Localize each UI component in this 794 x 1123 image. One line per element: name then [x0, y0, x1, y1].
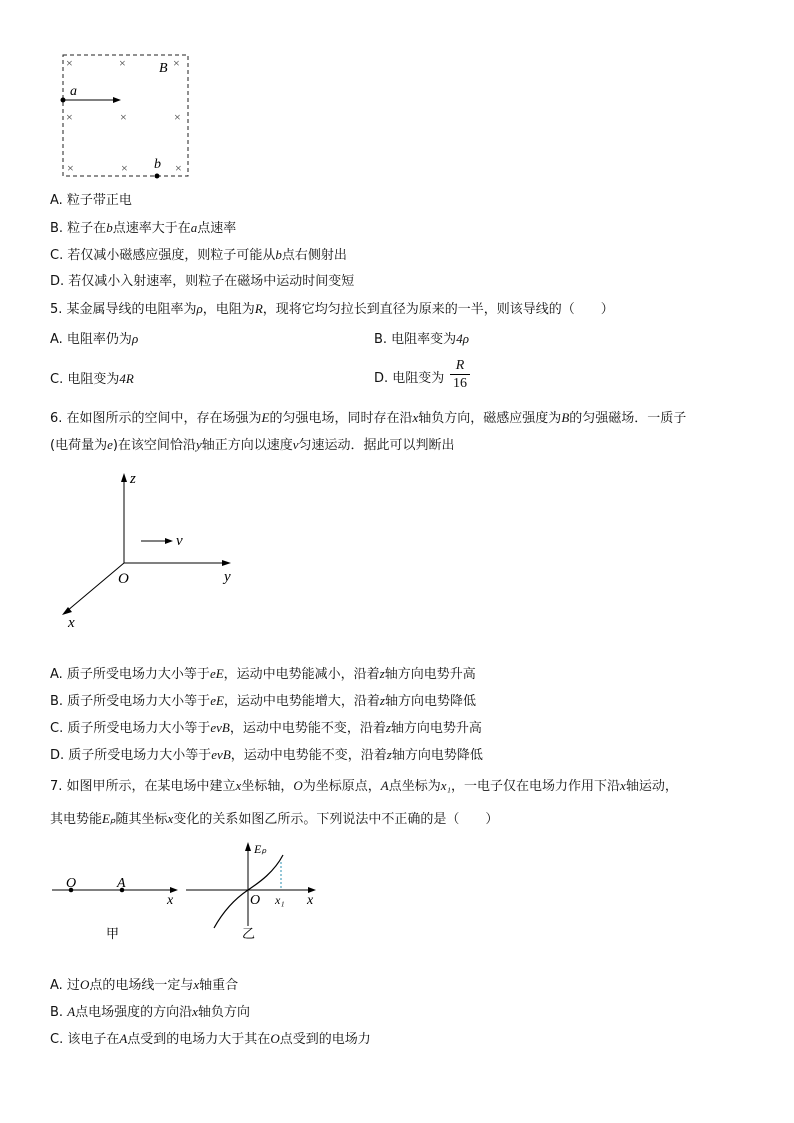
cross-mark: ×	[174, 110, 181, 124]
yi-x1-label: x₁	[275, 893, 285, 907]
z-label: z	[130, 471, 136, 487]
velocity-arrowhead	[113, 97, 121, 103]
q5-option-b: B. 电阻率变为4ρ	[374, 331, 469, 347]
cross-mark: ×	[66, 56, 73, 70]
fraction-denominator: 16	[453, 376, 467, 391]
q6-option-a: A. 质子所受电场力大小等于eE，运动中电势能减小，沿着z轴方向电势升高	[50, 666, 476, 682]
q4-option-c: C. 若仅减小磁感应强度，则粒子可能从b点右侧射出	[50, 247, 347, 263]
q7-option-a: A. 过O点的电场线一定与x轴重合	[50, 977, 239, 993]
v-arrowhead	[165, 538, 173, 544]
jia-A-label: A	[117, 876, 126, 891]
figure-jia	[50, 860, 185, 945]
label-a: a	[70, 84, 77, 99]
fraction-numerator: R	[455, 358, 465, 373]
y-label: y	[224, 569, 231, 585]
q5-option-c: C. 电阻变为4R	[50, 371, 134, 387]
cross-mark: ×	[66, 110, 73, 124]
point-b	[155, 174, 160, 179]
q4-option-d: D. 若仅减小入射速率，则粒子在磁场中运动时间变短	[50, 274, 355, 289]
q5-fraction	[450, 358, 470, 393]
v-label: v	[176, 533, 183, 549]
q6-stem-line2: (电荷量为e)在该空间恰沿y轴正方向以速度v匀速运动．据此可以判断出	[50, 437, 455, 453]
yi-Ep-label: Eₚ	[254, 842, 267, 856]
cross-mark: ×	[119, 56, 126, 70]
q6-option-b: B. 质子所受电场力大小等于eE，运动中电势能增大，沿着z轴方向电势降低	[50, 693, 476, 709]
jia-caption: 甲	[106, 926, 120, 941]
q4-option-b: B. 粒子在b点速率大于在a点速率	[50, 220, 237, 236]
q7-option-b: B. A点电场强度的方向沿x轴负方向	[50, 1004, 250, 1020]
jia-x-label: x	[167, 893, 174, 908]
q7-option-c: C. 该电子在A点受到的电场力大于其在O点受到的电场力	[50, 1031, 371, 1047]
yi-caption: 乙	[242, 926, 256, 941]
q6-option-d: D. 质子所受电场力大小等于evB，运动中电势能不变，沿着z轴方向电势降低	[50, 747, 483, 763]
yi-O-label: O	[250, 893, 261, 908]
yi-x-label: x	[307, 893, 314, 908]
figure-yi	[184, 840, 324, 945]
jia-O-label: O	[66, 876, 77, 891]
cross-mark: ×	[175, 161, 182, 175]
q6-stem-line1: 6. 在如图所示的空间中，存在场强为E的匀强电场，同时存在沿x轴负方向，磁感应强度为B的匀强磁场．一质子	[50, 410, 687, 426]
yi-y-arrowhead	[245, 842, 251, 851]
q7-stem-line1: 7. 如图甲所示，在某电场中建立x坐标轴，O为坐标原点，A点坐标为x₁，一电子仅在电场力作用下沿x轴运动，	[50, 778, 678, 794]
q7-stem-line2: 其电势能Eₚ随其坐标x变化的关系如图乙所示。下列说法中不正确的是（ ）	[50, 811, 499, 827]
label-B: B	[159, 61, 168, 76]
origin-label: O	[118, 571, 129, 587]
q6-option-c: C. 质子所受电场力大小等于evB，运动中电势能不变，沿着z轴方向电势升高	[50, 720, 482, 736]
q5-stem: 5. 某金属导线的电阻率为ρ，电阻为R，现将它均匀拉长到直径为原来的一半，则该导线的（ ）	[50, 301, 614, 317]
q4-option-a: A. 粒子带正电	[50, 193, 132, 208]
magnetic-field-figure	[50, 48, 200, 183]
cross-mark: ×	[67, 161, 74, 175]
cross-mark: ×	[120, 110, 127, 124]
x-axis	[67, 563, 124, 611]
cross-mark: ×	[121, 161, 128, 175]
label-b: b	[154, 157, 161, 172]
coordinate-axes-figure	[50, 465, 250, 635]
q5-option-a: A. 电阻率仍为ρ	[50, 331, 139, 347]
y-arrowhead	[222, 560, 231, 566]
q5-option-d: D. 电阻变为	[374, 371, 445, 386]
cross-mark: ×	[173, 56, 180, 70]
x-label: x	[68, 615, 75, 631]
z-arrowhead	[121, 473, 127, 482]
